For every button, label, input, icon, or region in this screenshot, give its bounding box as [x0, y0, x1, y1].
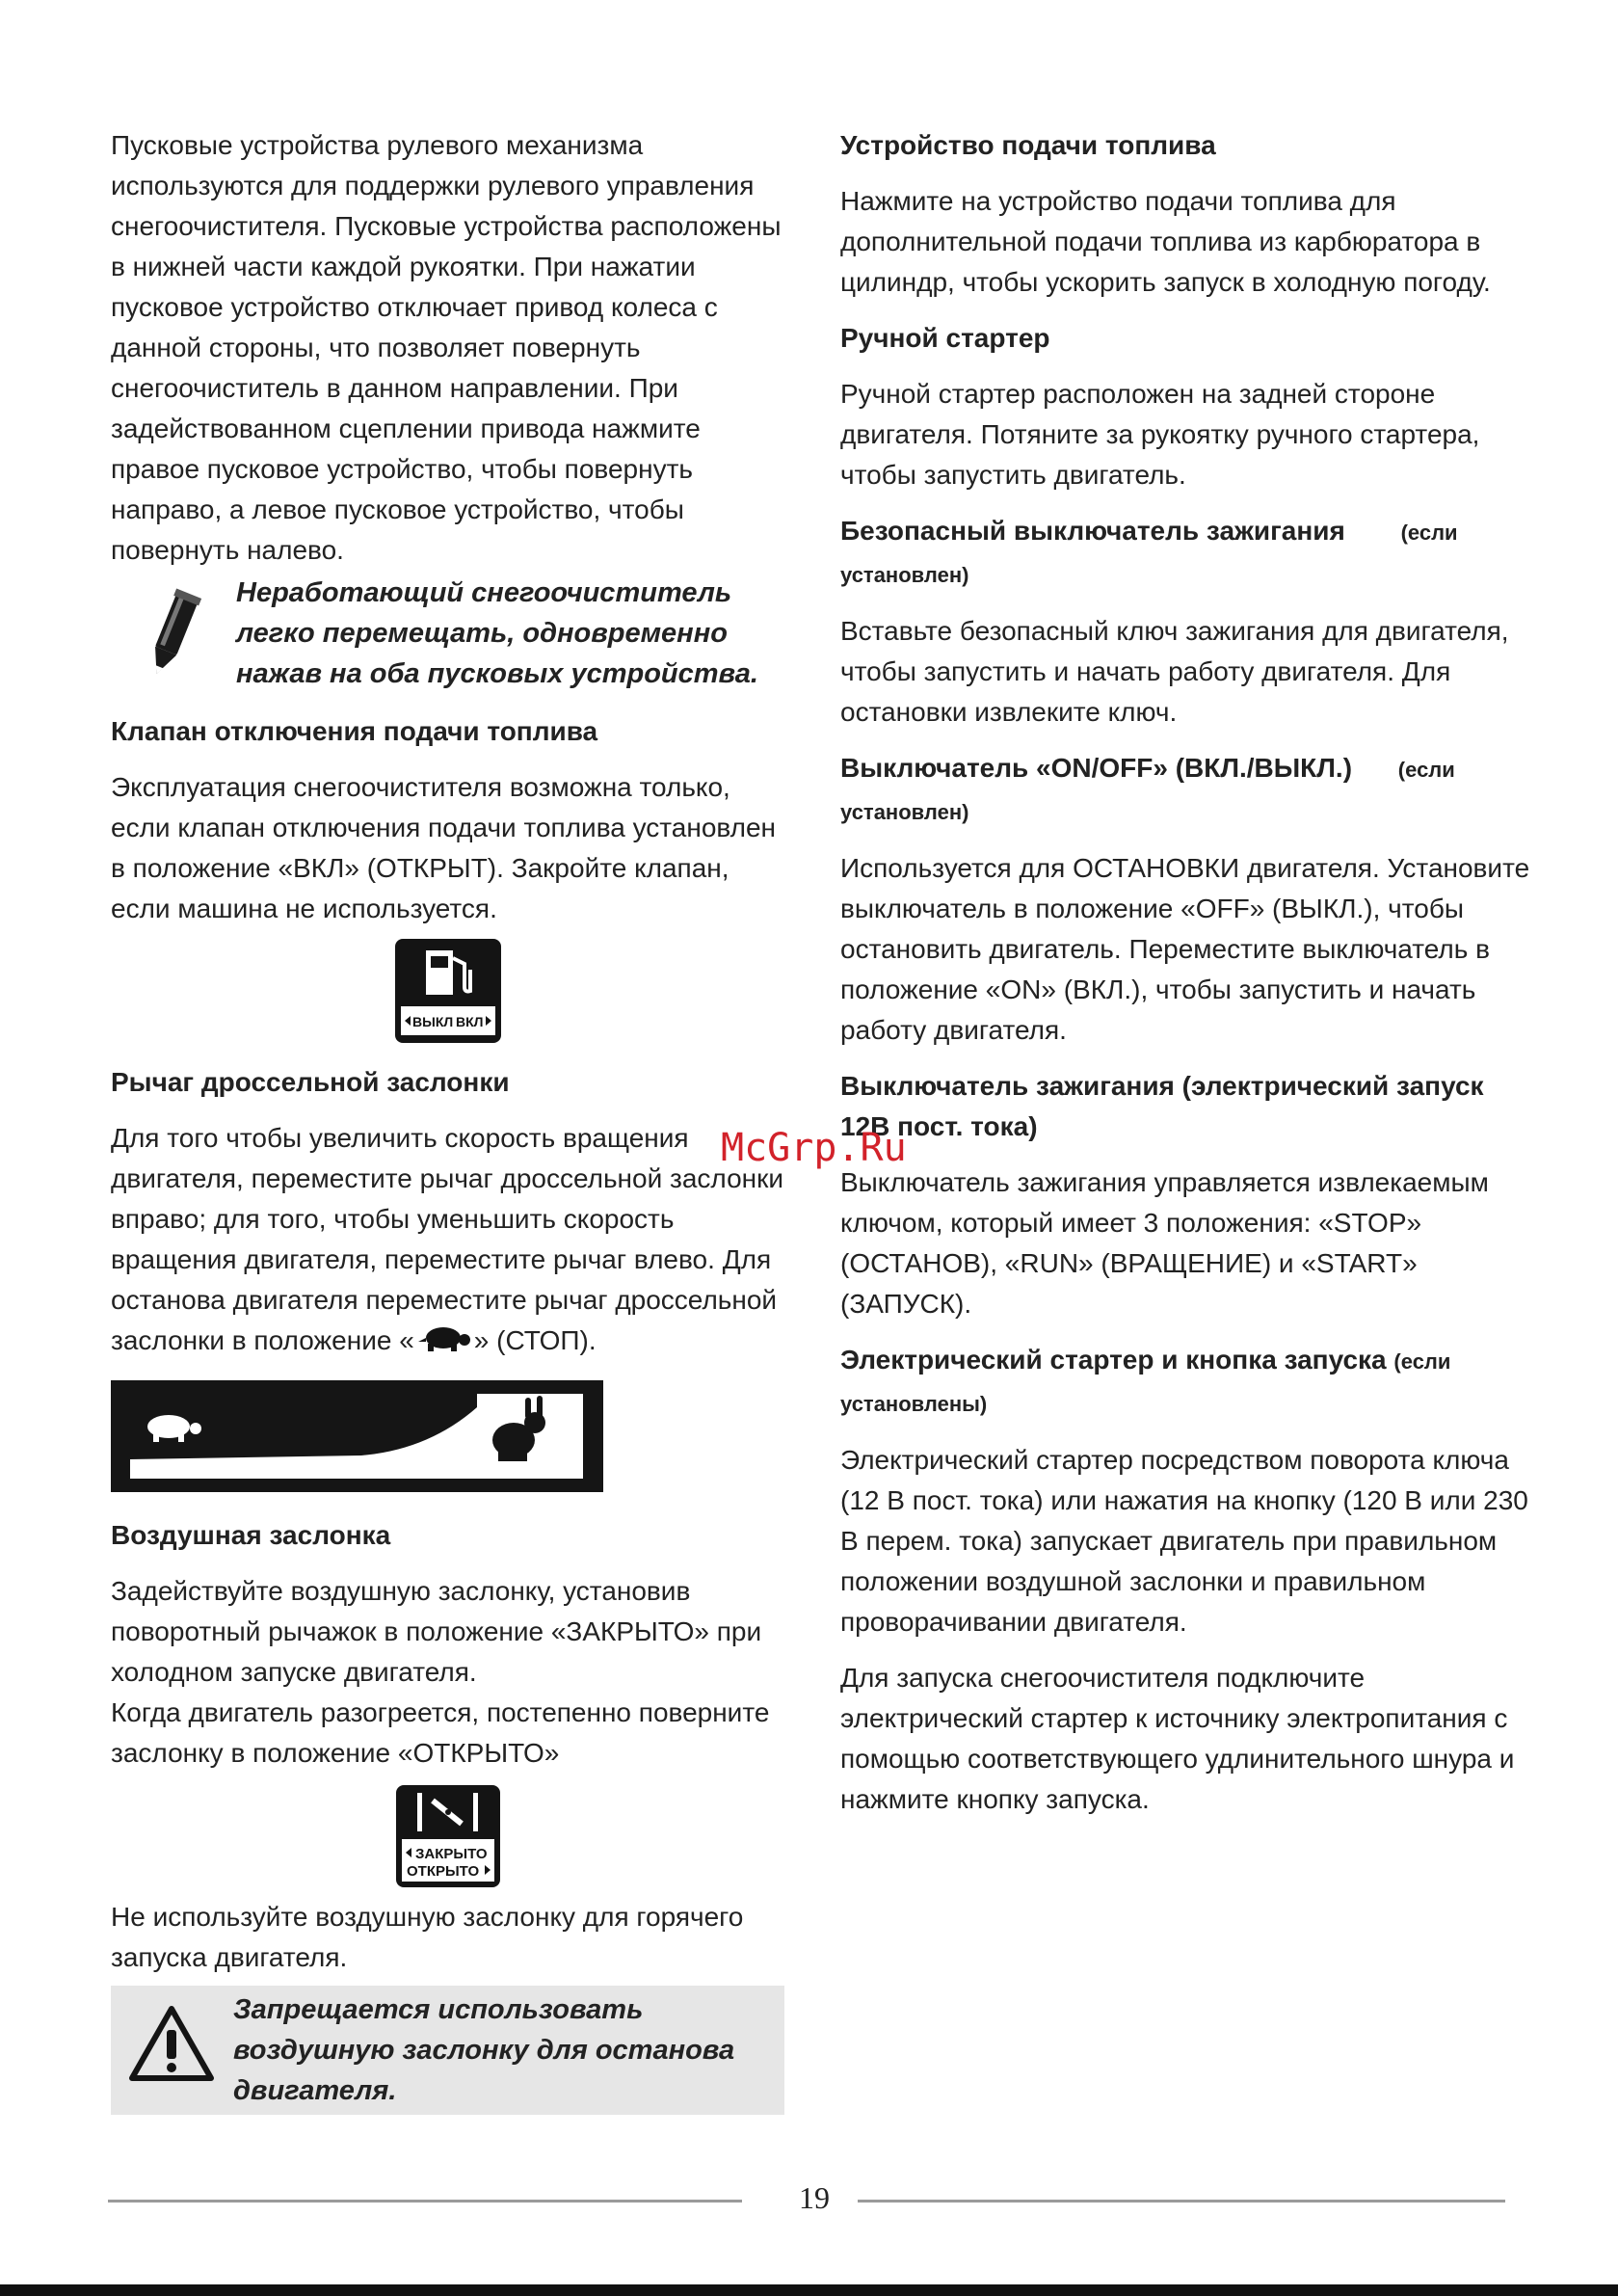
- safety-key-heading: Безопасный выключатель зажигания (если установлен): [840, 516, 1458, 587]
- fuel-valve-pictogram: [111, 937, 785, 1045]
- footer-rule-right: [858, 2200, 1505, 2203]
- safety-key-text: Вставьте безопасный ключ зажигания для двигателя, чтобы запустить и начать работу двигателя. Для остановки извлеките ключ.: [840, 616, 1509, 727]
- recoil-starter-heading: Ручной стартер: [840, 323, 1050, 353]
- onoff-switch-text: Используется для ОСТАНОВКИ двигателя. Установите выключатель в положение «OFF» (ВЫКЛ.), чтобы остановить двигатель. Переместите выключатель в положение «ON» (ВКЛ.), чтобы запустить и начать работу двигателя.: [840, 853, 1530, 1045]
- choke-pictogram: [111, 1783, 785, 1889]
- choke-text-cold: Задействуйте воздушную заслонку, установив поворотный рычажок в положение «ЗАКРЫТО» при холодном запуске двигателя.: [111, 1576, 762, 1687]
- fuel-icon-off-label: ВЫКЛ: [412, 1014, 454, 1029]
- fuel-icon-on-label: ВКЛ: [456, 1014, 484, 1029]
- choke-text-warm: Когда двигатель разогреется, постепенно поверните заслонку в положение «ОТКРЫТО»: [111, 1697, 770, 1768]
- pencil-note-icon: [138, 586, 205, 682]
- electric-starter-text: Электрический стартер посредством поворота ключа (12 В пост. тока) или нажатия на кнопку (120 В или 230 В перем. тока) запускает двигатель при правильном положении воздушной заслонки и правильном проворачивании двигателя.: [840, 1445, 1528, 1637]
- note-block: [111, 573, 785, 694]
- electric-starter-connect-text: Для запуска снегоочистителя подключите электрический стартер к источнику электропитания с помощью соответствующего удлинительного шнура и нажмите кнопку запуска.: [840, 1663, 1515, 1814]
- ignition-switch-text: Выключатель зажигания управляется извлекаемым ключом, который имеет 3 положения: «STOP» (ОСТАНОВ), «RUN» (ВРАЩЕНИЕ) и «START» (ЗАПУСК).: [840, 1167, 1489, 1319]
- electric-starter-heading: Электрический стартер и кнопка запуска (если установлены): [840, 1345, 1451, 1416]
- primer-heading: Устройство подачи топлива: [840, 130, 1216, 160]
- footer-rule-left: [108, 2200, 742, 2203]
- fuel-valve-heading: Клапан отключения подачи топлива: [111, 716, 598, 746]
- page-number: 19: [799, 2180, 830, 2215]
- throttle-text: Для того чтобы увеличить скорость вращения двигателя, переместите рычаг дроссельной заслонки вправо; для того, чтобы уменьшить скорость вращения двигателя, переместите рычаг влево. Для останова двигателя переместите рычаг дроссельной заслонки в положение « » (СТОП).: [111, 1123, 783, 1355]
- throttle-speed-bar: [111, 1380, 603, 1492]
- warning-triangle-icon: [128, 2003, 215, 2084]
- choke-icon-closed-label: ЗАКРЫТО: [415, 1846, 488, 1862]
- scan-edge: [0, 2284, 1618, 2296]
- watermark: McGrp.Ru: [721, 1126, 907, 1170]
- warning-block: [111, 1986, 784, 2115]
- ignition-switch-heading: Выключатель зажигания (электрический запуск 12В пост. тока): [840, 1071, 1484, 1141]
- choke-hot-start-text: Не используйте воздушную заслонку для горячего запуска двигателя.: [111, 1902, 744, 1972]
- choke-heading: Воздушная заслонка: [111, 1520, 391, 1550]
- primer-text: Нажмите на устройство подачи топлива для дополнительной подачи топлива из карбюратора в цилиндр, чтобы ускорить запуск в холодную погоду.: [840, 186, 1491, 297]
- steering-triggers-text: Пусковые устройства рулевого механизма используются для поддержки рулевого управления снегоочистителя. Пусковые устройства расположены в нижней части каждой рукоятки. При нажатии пусковое устройство отключает привод колеса с данной стороны, что позволяет повернуть снегоочиститель в данном направлении. При задействованном сцеплении привода нажмите правое пусковое устройство, чтобы повернуть направо, а левое пусковое устройство, чтобы повернуть налево.: [111, 130, 782, 565]
- fuel-valve-text: Эксплуатация снегоочистителя возможна только, если клапан отключения подачи топлива установлен в положение «ВКЛ» (ОТКРЫТ). Закройте клапан, если машина не используется.: [111, 772, 777, 923]
- note-text: Неработающий снегоочиститель легко перемещать, одновременно нажав на оба пусковых устройства.: [236, 577, 758, 689]
- choke-icon-open-label: ОТКРЫТО: [407, 1863, 480, 1880]
- recoil-starter-text: Ручной стартер расположен на задней стороне двигателя. Потяните за рукоятку ручного стартера, чтобы запустить двигатель.: [840, 379, 1480, 490]
- right-column: [840, 125, 1534, 1820]
- throttle-heading: Рычаг дроссельной заслонки: [111, 1067, 510, 1097]
- turtle-inline-icon: [414, 1324, 474, 1353]
- onoff-switch-heading: Выключатель «ON/OFF» (ВКЛ./ВЫКЛ.) (если установлен): [840, 753, 1455, 824]
- left-column: [111, 125, 785, 2115]
- choke-icon: [394, 1783, 502, 1889]
- fuel-pump-icon: [393, 937, 503, 1045]
- warning-text: Запрещается использовать воздушную заслонку для останова двигателя.: [233, 1994, 735, 2106]
